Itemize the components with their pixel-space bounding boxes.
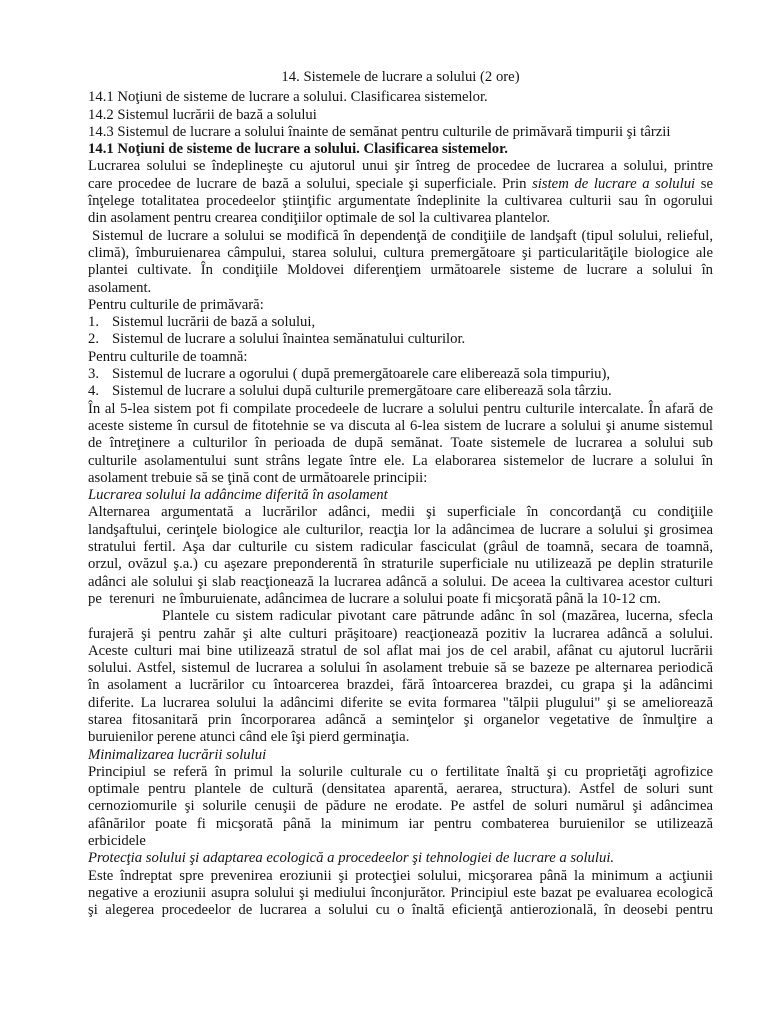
paragraph: [88, 401, 713, 487]
text-line: Sistemul de lucrare a solului se modifică în dependenţă de condiţiile de landşaft (tipul solului, relieful,: [92, 227, 713, 244]
text-segment: se: [695, 175, 713, 192]
text-line: buruienilor perene atunci când ele îşi pierd germinaţia.: [88, 729, 410, 746]
list-item-number: 2.: [88, 331, 100, 348]
text-line: solului. Astfel, sistemul de lucrarea a solului în asolament trebuie să se bazeze pe alternarea periodică: [88, 660, 713, 677]
text-line: pe terenuri ne îmburuienate, adâncimea de lucrare a solului poate fi micşorată până la 10-12 cm.: [88, 590, 661, 607]
text-line: climă), îmburuienarea câmpului, starea solului, cultura premergătoare şi particularităţile biologice ale: [88, 244, 713, 261]
text-line: Lucrarea solului se îndeplineşte cu ajutorul unui şir întreg de procedee de lucrarea a solului, printre: [88, 158, 713, 175]
list-item-text: Sistemul de lucrare a solului înaintea semănatului culturilor.: [112, 331, 466, 348]
text-line: erbicidele: [88, 833, 146, 850]
text-line: orzul, ovăzul ş.a.) cu aşezare preponderentă în straturile superficiale nu utilizează pe deplin straturile: [88, 556, 713, 573]
text-line: adânci ale solului şi slab reacţionează la lucrarea adâncă a solului. De aceea la cultivarea acestor culturi: [88, 573, 713, 590]
list-item-number: 1.: [88, 314, 100, 331]
toc-item: 14.2 Sistemul lucrării de bază a solului: [88, 106, 317, 123]
section-content: [88, 158, 713, 919]
text-line: din asolament pentru crearea condiţiilor optimale de sol la cultivarea plantelor.: [88, 210, 551, 227]
text-line: Plantele cu sistem radicular pivotant care pătrunde adânc în sol (mazărea, lucerna, sfecla: [162, 608, 713, 625]
emphasized-term: sistem de lucrare a solului: [532, 175, 696, 192]
text-line: Alternarea argumentată a lucrărilor adânci, medii şi superficiale în concordanţă cu condiţiile: [88, 504, 713, 521]
text-line: înţelege totalitatea procedeelor ştiinţific argumentate îndeplinite la cultivarea culturii sau în ogorului: [88, 193, 713, 210]
text-line: cernoziomurile şi solurile cenuşii de pădure ne erodate. Pe astfel de soluri numărul şi adâncimea: [88, 798, 713, 815]
document-title: 14. Sistemele de lucrare a solului (2 ore): [281, 69, 520, 85]
text-line: plantei cultivate. În condiţiile Moldovei diferenţiem următoarele sisteme de lucrare a solului în: [88, 262, 713, 279]
subheading: Lucrarea solului la adâncime diferită în asolament: [88, 487, 388, 504]
text-line: Este îndreptat spre prevenirea eroziunii şi protecţiei solului, micşorarea până la minimum a acţiunii: [88, 867, 713, 884]
text-line: [88, 176, 713, 193]
paragraph: [88, 158, 713, 227]
text-line: de întreţinere a culturilor în perioada de după semănat. Toate sistemele de lucrarea a solului sub: [88, 435, 713, 452]
paragraph: [88, 764, 713, 850]
list-item-number: 4.: [88, 383, 100, 400]
text-line: aceste sisteme în cursul de fitotehnie se va discuta al 6-lea sistem de lucrare a solului şi anume sistemul: [88, 417, 713, 434]
numbered-list: [88, 314, 713, 349]
text-line: diferite. La lucrarea solului la adâncimi diferite se evita formarea "tălpii plugului" şi se ameliorează: [88, 694, 713, 711]
text-line: în asolament a lucrărilor cu întoarcerea brazdei, fără întoarcerea brazdei, cu grapa şi la adâncimi: [88, 677, 713, 694]
document-body: [88, 69, 713, 920]
text-line: starea fitosanitară prin încorporarea adâncă a seminţelor şi organelor vegetative de înmulţire a: [88, 711, 713, 728]
list-item-text: Sistemul de lucrare a ogorului ( după premergătoarele care eliberează sola timpuriu),: [112, 366, 611, 383]
text-line: Aceste culturi mai bine utilizează stratul de sol aflat mai jos de cel arabil, afânat cu ajutorul lucrării: [88, 642, 713, 659]
paragraph: [88, 228, 713, 297]
toc-item: 14.3 Sistemul de lucrare a solului înainte de semănat pentru culturile de primăvară timpurii şi târzii: [88, 123, 671, 140]
subheading: Minimalizarea lucrării solului: [88, 746, 267, 763]
text-line: afânărilor poate fi micşorată până la minimum iar pentru combaterea buruienilor se utilizează: [88, 815, 713, 832]
list-label: Pentru culturile de primăvară:: [88, 296, 264, 313]
list-item: [88, 366, 713, 383]
section-heading: 14.1 Noţiuni de sisteme de lucrare a solului. Clasificarea sistemelor.: [88, 141, 508, 158]
text-line: În al 5-lea sistem pot fi compilate procedeele de lucrare a solului pentru culturile intercalate. În afară de: [88, 400, 713, 417]
text-line: landşaftului, cerinţele biologice ale culturilor, reacţia lor la adâncimea de lucrare a solului şi grosimea: [88, 521, 713, 538]
list-label: Pentru culturile de toamnă:: [88, 348, 248, 365]
list-item-text: Sistemul lucrării de bază a solului,: [112, 314, 316, 331]
text-line: optimale pentru plantele de cultură (densitatea aparentă, aerarea, structura). Astfel de soluri sunt: [88, 781, 713, 798]
list-item: [88, 314, 713, 331]
text-line: şi alegerea procedeelor de lucrarea a solului cu o înaltă eficienţă antierozională, în deosebi pentru: [88, 902, 713, 919]
paragraph: [88, 868, 713, 920]
list-item: [88, 331, 713, 348]
text-line: negative a eroziunii asupra solului şi mediului înconjurător. Principiul este bazat pe evaluarea ecologică: [88, 884, 713, 901]
paragraph: [88, 608, 713, 746]
table-of-contents: [88, 89, 713, 141]
subheading: Protecţia solului şi adaptarea ecologică a procedeelor şi tehnologiei de lucrare a solului.: [88, 850, 615, 867]
list-item: [88, 383, 713, 400]
text-line: Principiul se referă în primul la solurile culturale cu o fertilitate înaltă şi cu proprietăţi agrofizice: [88, 763, 713, 780]
text-line: furajeră şi pentru zahăr şi alte culturi prăşitoare) reacţionează pozitiv la lucrarea adâncă a solului.: [88, 625, 713, 642]
text-line: stratului fertil. Aşa dar culturile cu sistem radicular fasciculat (grâul de toamnă, secara de toamnă,: [88, 539, 713, 556]
text-line: asolament trebuie să se ţină cont de următoarele principii:: [88, 469, 428, 486]
text-line: culturile asolamentului sunt strâns legate între ele. La elaborarea sistemelor de lucrare a solului în: [88, 452, 713, 469]
text-segment: care procedee de lucrare de bază a solului, speciale şi superficiale. Prin: [88, 175, 533, 192]
list-item-number: 3.: [88, 366, 100, 383]
numbered-list: [88, 366, 713, 401]
paragraph: [88, 504, 713, 608]
list-item-text: Sistemul de lucrare a solului după culturile premergătoare care eliberează sola târziu.: [112, 383, 612, 400]
toc-item: 14.1 Noţiuni de sisteme de lucrare a solului. Clasificarea sistemelor.: [88, 89, 488, 106]
text-line: asolament.: [88, 279, 152, 296]
